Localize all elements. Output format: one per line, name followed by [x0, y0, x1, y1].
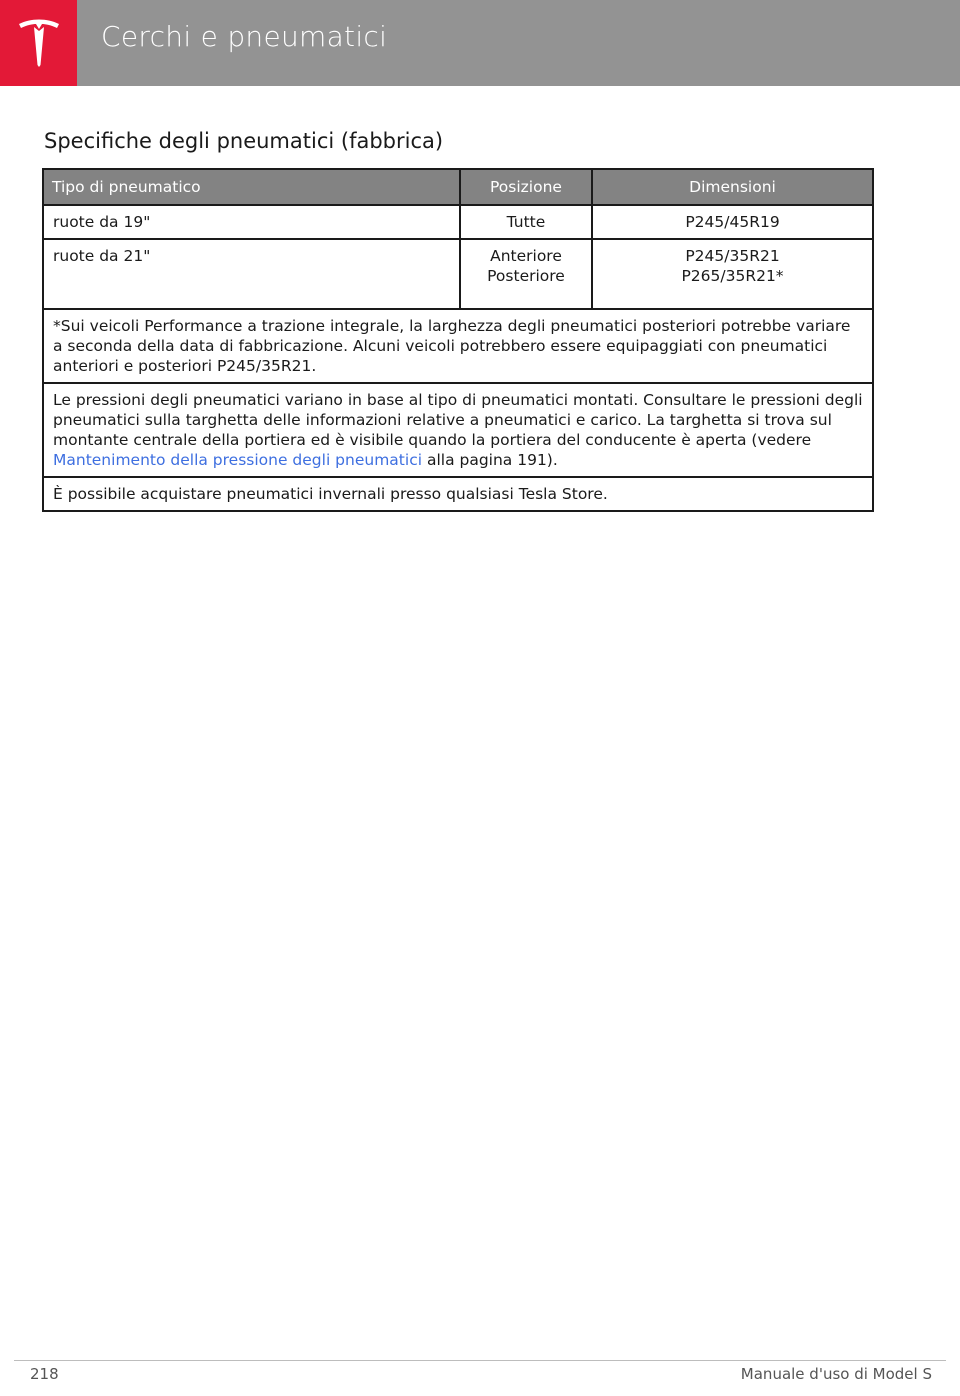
position-rear: Posteriore	[487, 267, 565, 285]
position-cell	[460, 239, 592, 309]
pressure-note-text: Le pressioni degli pneumatici variano in base al tipo di pneumatici montati. Consultare le pressioni degli pneumatici sulla targhetta delle informazioni relative a pneumatici e carico. La targhetta si trova sul montante centrale della portiera ed è visibile quando la portiera del conducente è aperta (vedere	[53, 391, 863, 449]
tesla-t-icon	[17, 17, 61, 69]
table-row	[43, 239, 873, 309]
chapter-title: Cerchi e pneumatici	[101, 20, 388, 53]
tesla-logo	[0, 0, 77, 86]
footer-divider	[14, 1360, 946, 1361]
position-cell: Tutte	[460, 205, 592, 239]
section-title: Specifiche degli pneumatici (fabbrica)	[44, 129, 444, 153]
position-front: Anteriore	[490, 247, 562, 265]
table-note-row	[43, 477, 873, 511]
column-header-dimensions: Dimensioni	[592, 169, 873, 205]
column-header-type: Tipo di pneumatico	[43, 169, 460, 205]
table-note-row	[43, 383, 873, 477]
page-number: 218	[30, 1365, 59, 1383]
tire-type-cell: ruote da 21"	[43, 239, 460, 309]
dimensions-cell: P245/45R19	[592, 205, 873, 239]
dimensions-cell	[592, 239, 873, 309]
dimension-front: P245/35R21	[685, 247, 780, 265]
table-header-row	[43, 169, 873, 205]
pressure-maintenance-link[interactable]: Mantenimento della pressione degli pneumatici	[53, 451, 423, 469]
column-header-position: Posizione	[460, 169, 592, 205]
dimension-rear: P265/35R21*	[681, 267, 784, 285]
table-note-row	[43, 309, 873, 383]
tire-spec-table	[42, 168, 874, 512]
table-row	[43, 205, 873, 239]
tire-type-cell: ruote da 19"	[43, 205, 460, 239]
footnote-cell: *Sui veicoli Performance a trazione integrale, la larghezza degli pneumatici posteriori potrebbe variare a seconda della data di fabbricazione. Alcuni veicoli potrebbero essere equipaggiati con pneumatici anteriori e posteriori P245/35R21.	[43, 309, 873, 383]
manual-title: Manuale d'uso di Model S	[740, 1365, 932, 1383]
pressure-note-page-ref: alla pagina 191).	[422, 451, 558, 469]
page-header	[0, 0, 960, 86]
pressure-note-cell	[43, 383, 873, 477]
winter-tires-cell: È possibile acquistare pneumatici invernali presso qualsiasi Tesla Store.	[43, 477, 873, 511]
